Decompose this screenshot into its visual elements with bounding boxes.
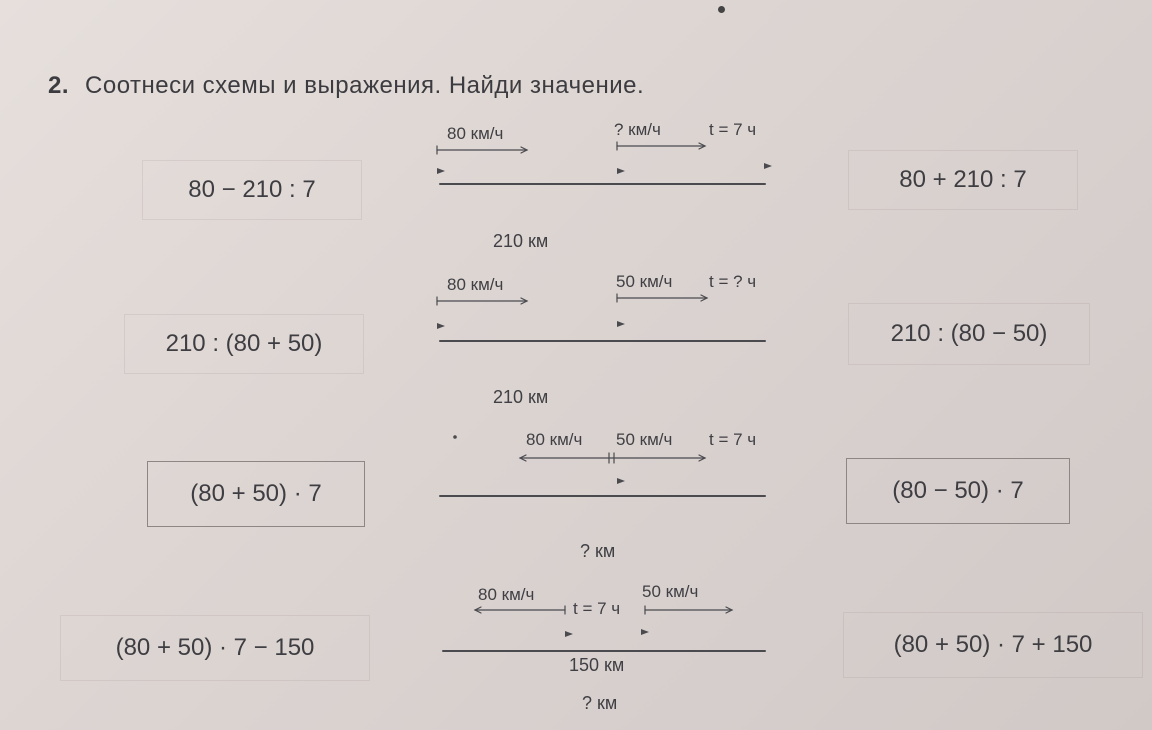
scheme-1-car1-marker [437, 168, 445, 174]
scheme-4-car2-marker [641, 629, 649, 635]
task-instruction: Соотнеси схемы и выражения. Найди значение. [85, 72, 645, 99]
scheme-1-drawing [437, 142, 765, 184]
scheme-3-speed1-label: 80 км/ч [526, 430, 583, 449]
expression-left-3[interactable]: (80 + 50) · 7 [147, 461, 365, 527]
scheme-2-car2-marker [617, 321, 625, 327]
scheme-3-start-marker [617, 478, 625, 484]
scheme-4-inner-distance-label: 150 км [569, 655, 625, 675]
scheme-2-speed2-label: 50 км/ч [616, 272, 673, 291]
scheme-3-drawing [440, 453, 765, 496]
expression-left-2[interactable]: 210 : (80 + 50) [124, 314, 364, 374]
scheme-1-car2-marker [617, 168, 625, 174]
scheme-3-speed2-label: 50 км/ч [616, 430, 673, 449]
expression-right-2[interactable]: 210 : (80 − 50) [848, 303, 1090, 365]
scheme-3-time-label: t = 7 ч [709, 430, 757, 449]
scheme-2-drawing [437, 294, 765, 341]
expression-left-4[interactable]: (80 + 50) · 7 − 150 [60, 615, 370, 681]
scheme-4-distance-label: ? км [582, 693, 618, 713]
scheme-4-speed2-label: 50 км/ч [642, 582, 699, 601]
expression-right-4[interactable]: (80 + 50) · 7 + 150 [843, 612, 1143, 678]
scheme-2-speed1-label: 80 км/ч [447, 275, 504, 294]
scheme-3-dot [453, 435, 457, 439]
scheme-4-car1-marker [565, 631, 573, 637]
task-number: 2. [48, 72, 70, 99]
expression-right-1[interactable]: 80 + 210 : 7 [848, 150, 1078, 210]
expression-right-3[interactable]: (80 − 50) · 7 [846, 458, 1070, 524]
scheme-2-distance-label: 210 км [493, 387, 549, 407]
expression-left-1[interactable]: 80 − 210 : 7 [142, 160, 362, 220]
scheme-4-speed1-label: 80 км/ч [478, 585, 535, 604]
scheme-1-end-marker [764, 163, 772, 169]
scheme-1-time-label: t = 7 ч [709, 120, 757, 139]
scheme-1-speed2-label: ? км/ч [614, 120, 661, 139]
scheme-3-distance-label: ? км [580, 541, 616, 561]
scheme-1-speed1-label: 80 км/ч [447, 124, 504, 143]
scheme-2-car1-marker [437, 323, 445, 329]
scheme-1-distance-label: 210 км [493, 231, 549, 251]
scheme-2-time-label: t = ? ч [709, 272, 757, 291]
scheme-4-time-label: t = 7 ч [573, 599, 621, 618]
